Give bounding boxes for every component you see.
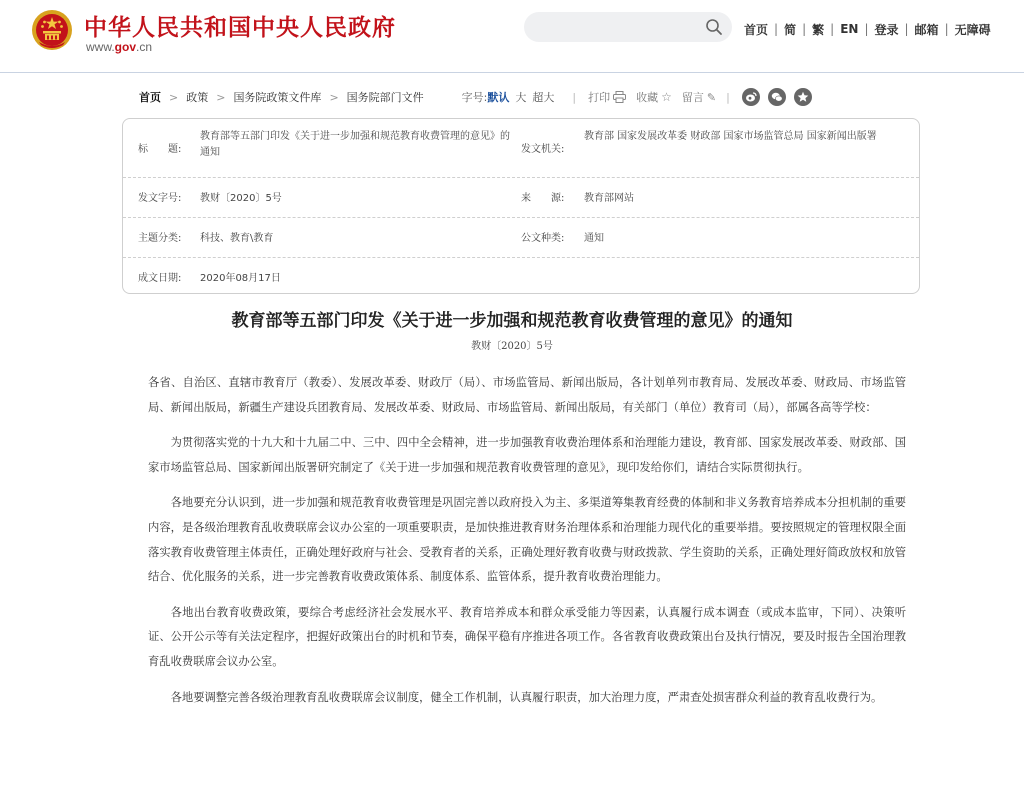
source-value: 教育部网站 xyxy=(584,193,634,204)
nav-divider: | xyxy=(774,22,779,36)
article-title: 教育部等五部门印发《关于进一步加强和规范教育收费管理的意见》的通知 xyxy=(231,311,793,331)
printer-icon xyxy=(613,91,626,103)
breadcrumb-policy-library[interactable]: 国务院政策文件库 xyxy=(233,91,322,104)
article-body xyxy=(148,371,906,721)
nav-login[interactable]: 登录 xyxy=(874,22,899,37)
type-label: 公文种类: xyxy=(521,233,565,244)
chevron-right-icon: > xyxy=(169,90,179,104)
paragraph: 各地要调整完善各级治理教育乱收费联席会议制度，健全工作机制，认真履行职责，加大治理力度，严肃查处损害群众利益的教育乱收费行为。 xyxy=(170,690,883,704)
top-nav xyxy=(744,19,991,39)
info-row-title xyxy=(123,119,919,178)
favorite-label: 收藏 xyxy=(636,91,659,104)
fontsize-large[interactable]: 大 xyxy=(515,91,527,104)
star-icon: ☆ xyxy=(661,90,672,104)
fontsize-default[interactable]: 默认 xyxy=(487,91,510,104)
weibo-icon[interactable] xyxy=(742,88,760,106)
breadcrumb-policy[interactable]: 政策 xyxy=(186,91,209,104)
date-value: 2020年08月17日 xyxy=(200,273,281,284)
nav-english[interactable]: EN xyxy=(840,22,859,36)
paragraph: 各省、自治区、直辖市教育厅（教委）、发展改革委、财政厅（局）、市场监管局、新闻出版局，各计划单列市教育局、发展改革委、财政局、市场监管局、新闻出版局，新疆生产建设兵团教育局、发展改革委、财政局、市场监管局、新闻出版局，有关部门（单位）教育司（局），部属各高等学校： xyxy=(148,376,906,414)
chevron-right-icon: > xyxy=(329,90,339,104)
nav-accessibility[interactable]: 无障碍 xyxy=(954,22,991,37)
info-row-date xyxy=(123,257,919,293)
nav-mailbox[interactable]: 邮箱 xyxy=(914,22,939,37)
topic-value: 科技、教育\教育 xyxy=(200,233,274,244)
source-label: 来 源: xyxy=(521,193,565,204)
domain-prefix: www. xyxy=(86,40,115,54)
fontsize-label: 字号: xyxy=(461,91,488,104)
chevron-right-icon: > xyxy=(216,90,226,104)
nav-divider: | xyxy=(830,22,835,36)
topic-label: 主题分类: xyxy=(138,233,182,244)
print-label: 打印 xyxy=(588,91,611,104)
pencil-icon: ✎ xyxy=(706,90,717,104)
docno-value: 教财〔2020〕5号 xyxy=(200,193,282,204)
nav-home[interactable]: 首页 xyxy=(744,22,769,37)
nav-simplified[interactable]: 简 xyxy=(784,22,797,37)
fontsize-xlarge[interactable]: 超大 xyxy=(532,91,555,104)
domain-bold: gov xyxy=(114,40,137,54)
favorite-button[interactable] xyxy=(636,89,672,105)
search-input[interactable] xyxy=(524,12,732,42)
qzone-icon[interactable] xyxy=(794,88,812,106)
wechat-icon[interactable] xyxy=(768,88,786,106)
title-label: 标 题: xyxy=(138,144,182,155)
paragraph: 各地出台教育收费政策，要综合考虑经济社会发展水平、教育培养成本和群众承受能力等因素，认真履行成本调查（或成本监审，下同）、决策听证、公开公示等有关法定程序，把握好政策出台的时机和节奏，确保平稳有序推进各项工作。各省教育收费政策出台及执行情况，要及时报告全国治理教育乱收费联席会议办公室。 xyxy=(148,605,906,668)
info-row-docno xyxy=(123,177,919,218)
date-label: 成文日期: xyxy=(138,273,182,284)
print-button[interactable] xyxy=(588,89,626,105)
toolbar-divider: | xyxy=(726,90,730,104)
document-info-box xyxy=(122,118,920,294)
site-domain[interactable] xyxy=(86,40,152,54)
type-value: 通知 xyxy=(584,233,604,244)
issuer-label: 发文机关: xyxy=(521,144,565,155)
issuer-value: 教育部 国家发展改革委 财政部 国家市场监管总局 国家新闻出版署 xyxy=(584,131,877,142)
info-row-topic xyxy=(123,217,919,258)
national-emblem-icon[interactable] xyxy=(31,9,73,51)
nav-traditional[interactable]: 繁 xyxy=(812,22,825,37)
nav-divider: | xyxy=(864,22,869,36)
site-header xyxy=(0,0,1024,73)
article-docno: 教财〔2020〕5号 xyxy=(471,341,553,352)
paragraph: 各地要充分认识到，进一步加强和规范教育收费管理是巩固完善以政府投入为主、多渠道筹集教育经费的体制和非义务教育培养成本分担机制的重要内容，是各级治理教育乱收费联席会议办公室的一项重要职责，是加快推进教育财务治理体系和治理能力现代化的重要举措。要按照规定的管理权限全面落实教育收费管理主体责任，正确处理好政府与社会、受教育者的关系，正确处理好教育收费与财政拨款、学生资助的关系，正确处理好简政放权和放管结合、优化服务的关系，进一步完善教育收费政策体系、制度体系、监管体系，提升教育收费治理能力。 xyxy=(148,496,906,584)
domain-suffix: .cn xyxy=(136,40,153,54)
breadcrumb-department-docs[interactable]: 国务院部门文件 xyxy=(346,91,424,104)
nav-divider: | xyxy=(944,22,949,36)
comment-label: 留言 xyxy=(681,91,704,104)
breadcrumb-home[interactable]: 首页 xyxy=(139,91,161,104)
title-value: 教育部等五部门印发《关于进一步加强和规范教育收费管理的意见》的通知 xyxy=(200,131,510,158)
nav-divider: | xyxy=(904,22,909,36)
breadcrumb-toolbar xyxy=(139,86,909,108)
toolbar-divider: | xyxy=(572,90,577,104)
comment-button[interactable] xyxy=(682,89,716,105)
nav-divider: | xyxy=(802,22,807,36)
search-icon[interactable] xyxy=(705,18,723,36)
site-title[interactable]: 中华人民共和国中央人民政府 xyxy=(84,14,396,41)
paragraph: 为贯彻落实党的十九大和十九届二中、三中、四中全会精神，进一步加强教育收费治理体系和治理能力建设，教育部、国家发展改革委、财政部、国家市场监管总局、国家新闻出版署研究制定了《关于进一步加强和规范教育收费管理的意见》，现印发给你们，请结合实际贯彻执行。 xyxy=(148,436,906,474)
docno-label: 发文字号: xyxy=(138,193,182,204)
